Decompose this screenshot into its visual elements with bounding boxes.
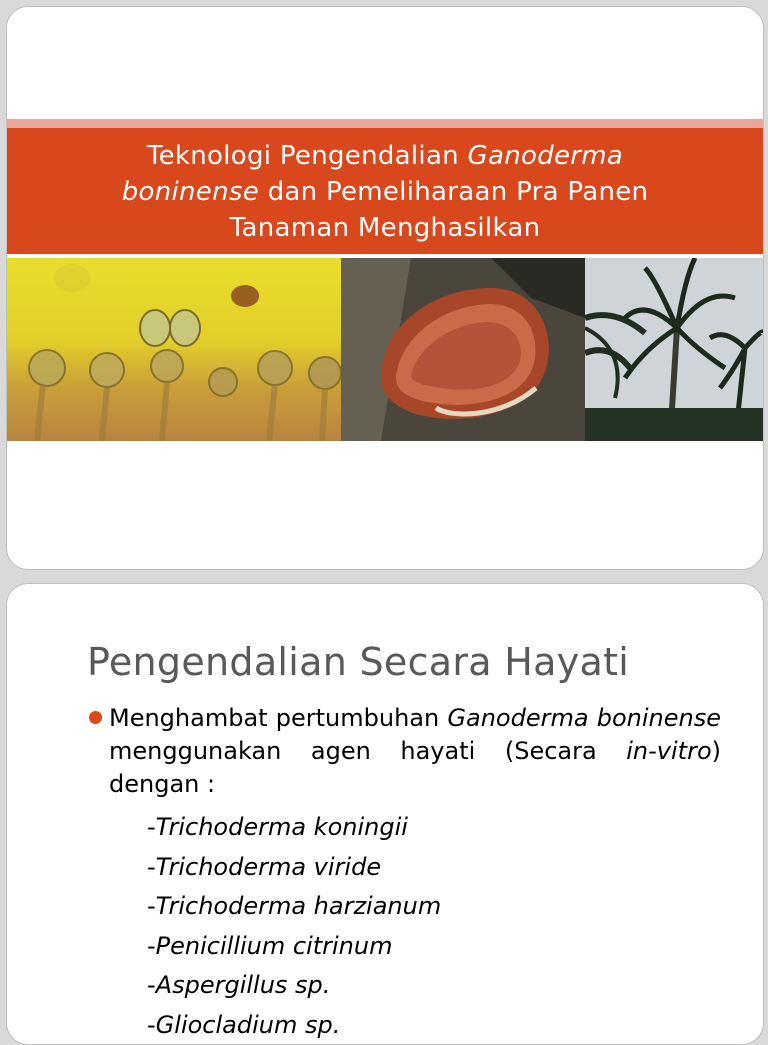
photo-strip bbox=[7, 258, 763, 441]
list-item-name: Trichoderma koningii bbox=[156, 813, 408, 841]
slide-title bbox=[7, 138, 763, 246]
content-slide bbox=[6, 583, 764, 1045]
oil-palm-trees-photo bbox=[585, 258, 763, 441]
list-item bbox=[147, 887, 441, 927]
spore-microscope-photo bbox=[7, 258, 341, 441]
list-item-name: Trichoderma viride bbox=[156, 853, 381, 881]
ganoderma-fungus-photo bbox=[341, 258, 585, 441]
list-item-name: Gliocladium sp. bbox=[156, 1011, 341, 1039]
list-item bbox=[147, 1006, 441, 1045]
list-item-name: Penicillium citrinum bbox=[156, 932, 393, 960]
list-item bbox=[147, 808, 441, 848]
list-item-prefix: - bbox=[147, 853, 156, 881]
bullet-text-2: menggunakan agen hayati (Secara bbox=[109, 737, 626, 765]
bullet-text-1: Menghambat pertumbuhan bbox=[109, 704, 447, 732]
title-text-3: Tanaman Menghasilkan bbox=[230, 213, 541, 243]
biological-agent-list bbox=[147, 808, 441, 1045]
title-italic-genus: Ganoderma bbox=[468, 141, 624, 171]
bullet-paragraph bbox=[109, 702, 721, 801]
title-band-accent bbox=[7, 119, 763, 128]
title-text-2: dan Pemeliharaan Pra Panen bbox=[259, 177, 648, 207]
list-item bbox=[147, 848, 441, 888]
list-item-name: Aspergillus sp. bbox=[156, 971, 331, 999]
title-band bbox=[7, 128, 763, 254]
bullet-text-3: ) dengan : bbox=[109, 737, 721, 798]
bullet-italic-invitro: in-vitro bbox=[626, 737, 711, 765]
list-item bbox=[147, 927, 441, 967]
list-item-prefix: - bbox=[147, 971, 156, 999]
list-item-prefix: - bbox=[147, 813, 156, 841]
title-text-1: Teknologi Pengendalian bbox=[147, 141, 468, 171]
slide-heading: Pengendalian Secara Hayati bbox=[87, 640, 629, 684]
list-item-prefix: - bbox=[147, 1011, 156, 1039]
list-item bbox=[147, 966, 441, 1006]
list-item-name: Trichoderma harzianum bbox=[156, 892, 442, 920]
bullet-italic-species: Ganoderma boninense bbox=[447, 704, 721, 732]
title-slide bbox=[6, 6, 764, 570]
bullet-icon bbox=[89, 711, 102, 724]
title-italic-species: boninense bbox=[122, 177, 259, 207]
list-item-prefix: - bbox=[147, 932, 156, 960]
list-item-prefix: - bbox=[147, 892, 156, 920]
